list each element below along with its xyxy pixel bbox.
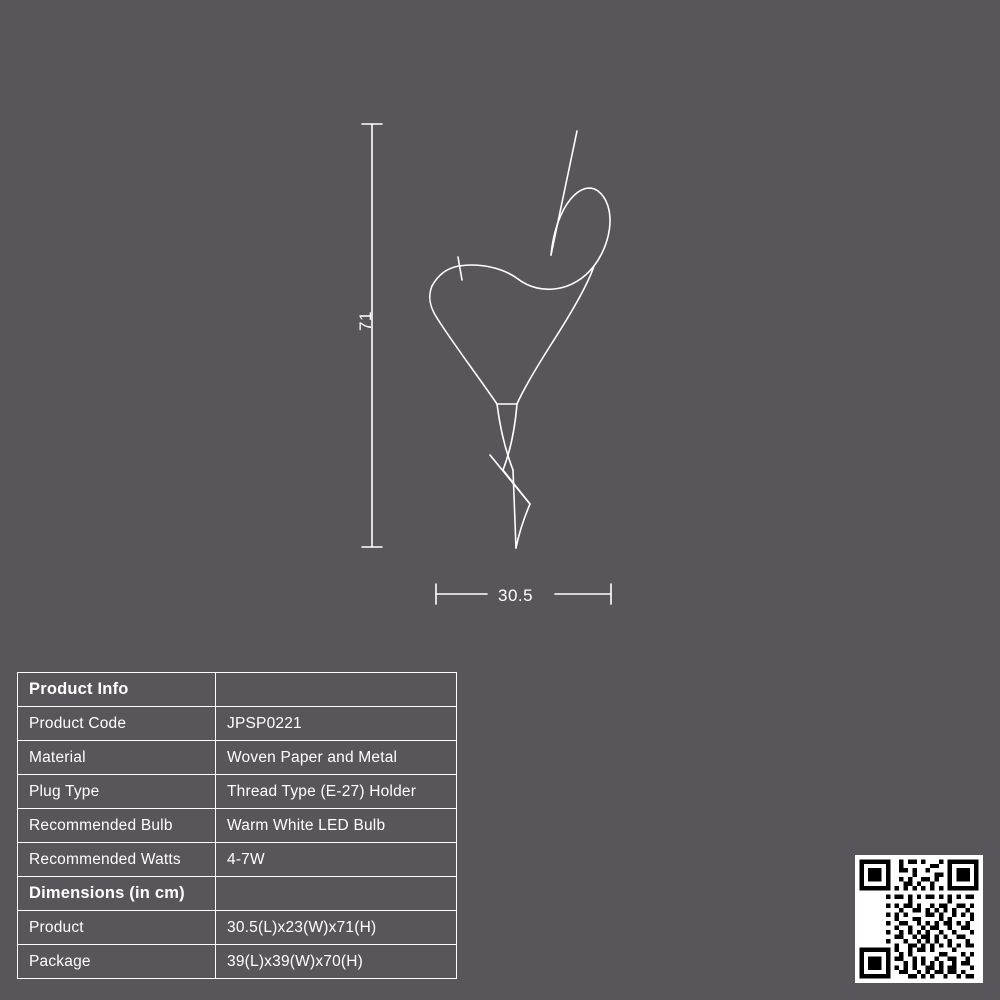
row-label-plug-type: Plug Type xyxy=(18,775,216,809)
row-value-recommended-bulb: Warm White LED Bulb xyxy=(216,809,457,843)
row-label-recommended-watts: Recommended Watts xyxy=(18,843,216,877)
height-dimension-line xyxy=(362,124,382,547)
product-spec-table xyxy=(17,672,457,979)
section-header-product-info: Product Info xyxy=(18,673,216,707)
table-section-header-row xyxy=(18,673,457,707)
row-label-package-dimensions: Package xyxy=(18,945,216,979)
lamp-shade-outline xyxy=(430,131,610,548)
qr-code-icon xyxy=(855,855,983,983)
section-header-dimensions-value xyxy=(216,877,457,911)
row-value-plug-type: Thread Type (E-27) Holder xyxy=(216,775,457,809)
row-label-recommended-bulb: Recommended Bulb xyxy=(18,809,216,843)
table-row xyxy=(18,707,457,741)
row-value-product-code: JPSP0221 xyxy=(216,707,457,741)
row-label-product-dimensions: Product xyxy=(18,911,216,945)
height-dimension-label: 71 xyxy=(355,311,375,331)
table-row xyxy=(18,911,457,945)
table-row xyxy=(18,843,457,877)
qr-code[interactable] xyxy=(855,855,983,983)
table-row xyxy=(18,945,457,979)
section-header-product-info-value xyxy=(216,673,457,707)
row-label-product-code: Product Code xyxy=(18,707,216,741)
table-row xyxy=(18,775,457,809)
table-section-header-row xyxy=(18,877,457,911)
row-value-package-dimensions: 39(L)x39(W)x70(H) xyxy=(216,945,457,979)
width-dimension-label: 30.5 xyxy=(498,586,534,605)
row-label-material: Material xyxy=(18,741,216,775)
row-value-material: Woven Paper and Metal xyxy=(216,741,457,775)
table-row xyxy=(18,809,457,843)
row-value-recommended-watts: 4-7W xyxy=(216,843,457,877)
table-row xyxy=(18,741,457,775)
row-value-product-dimensions: 30.5(L)x23(W)x71(H) xyxy=(216,911,457,945)
section-header-dimensions: Dimensions (in cm) xyxy=(18,877,216,911)
